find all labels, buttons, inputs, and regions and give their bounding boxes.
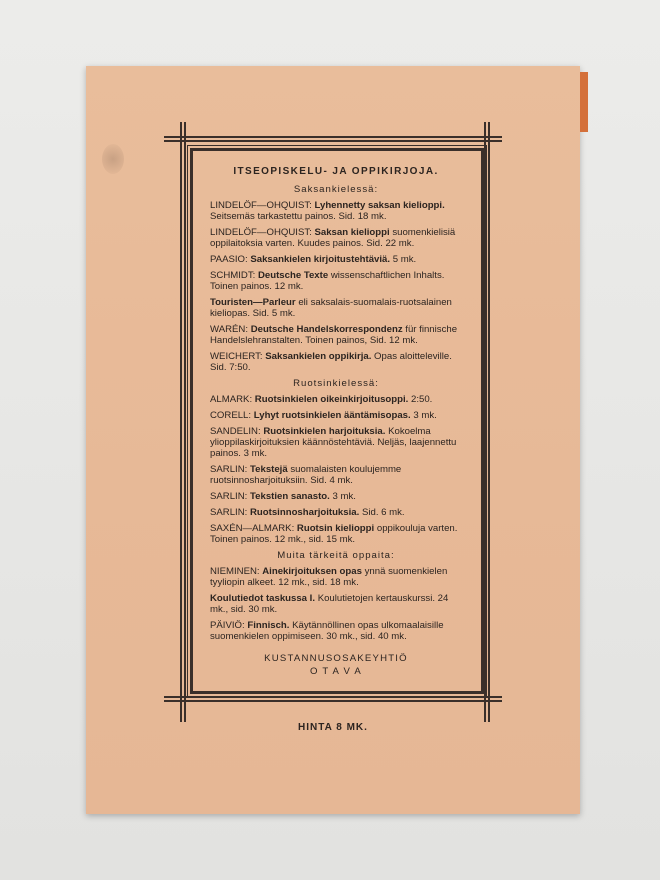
entry-rest: Sid. 6 mk. [359, 507, 405, 518]
entry-author: CORELL: [210, 410, 254, 421]
frame-right-line-2 [488, 122, 490, 722]
book-entry [210, 620, 462, 642]
entry-author: PÄIVIÖ: [210, 620, 248, 631]
price-label: HINTA 8 MK. [298, 722, 368, 733]
section-heading: Ruotsinkielessä: [293, 378, 379, 389]
frame-left-line-2 [184, 122, 186, 722]
book-entry [210, 426, 462, 459]
book-entry [210, 227, 462, 249]
cover-spine-edge [580, 72, 588, 132]
book-entry [210, 200, 462, 222]
entry-rest: 3 mk. [410, 410, 437, 421]
paper-stain [102, 144, 124, 174]
entry-author: SAXÉN—ALMARK: [210, 523, 297, 534]
entry-author: SARLIN: [210, 491, 250, 502]
entry-rest: Koulutietojen kertauskurssi. 24 mk., sid. 30 mk. [210, 593, 449, 615]
frame-right-line-1 [484, 122, 486, 722]
entry-author: WARÉN: [210, 324, 251, 335]
entry-rest: 5 mk. [390, 254, 417, 265]
entry-rest: Käytännöllinen opas ulkomaalaisille suomenkielen oppimiseen. 30 mk., sid. 40 mk. [210, 620, 444, 642]
entry-title: Finnisch. [247, 620, 290, 631]
entry-rest: Kokoelma ylioppilaskirjoituksien käännöstehtäviä. Neljäs, laajennettu painos. 3 mk. [210, 426, 457, 459]
book-entry [210, 507, 462, 518]
book-entry [210, 270, 462, 292]
book-entry [210, 324, 462, 346]
book-entry [210, 410, 462, 421]
entry-rest: oppikouluja varten. Toinen painos. 12 mk., sid. 15 mk. [210, 523, 458, 545]
entry-author: WEICHERT: [210, 351, 266, 362]
book-list [210, 166, 462, 678]
entry-rest: für finnische Handelslehranstalten. Toinen painos, Sid. 12 mk. [210, 324, 458, 346]
entry-title: Saksankielen kirjoitustehtäviä. [250, 254, 391, 265]
book-entry [210, 566, 462, 588]
entry-rest: Opas aloitteleville. Sid. 7:50. [210, 351, 452, 373]
entry-title: Deutsche Texte [257, 270, 329, 281]
entry-rest: suomalaisten koulujemme ruotsinnosharjoituksiin. Sid. 4 mk. [210, 464, 402, 486]
section-heading: Saksankielessä: [293, 184, 379, 195]
book-back-cover [86, 66, 580, 814]
entry-rest: eli saksalais-suomalais-ruotsalainen kieliopas. Sid. 5 mk. [210, 297, 452, 319]
entry-title: Ainekirjoituksen opas [262, 566, 362, 577]
entry-author: SANDELIN: [210, 426, 264, 437]
list-heading: ITSEOPISKELU- JA OPPIKIRJOJA. [233, 166, 439, 177]
entry-title: Lyhyt ruotsinkielen ääntämisopas. [253, 410, 411, 421]
entry-title: Touristen—Parleur [210, 297, 296, 308]
entry-author: PAASIO: [210, 254, 251, 265]
list-sections [210, 184, 462, 642]
entry-title: Ruotsin kielioppi [296, 523, 375, 534]
publisher-name: KUSTANNUSOSAKEYHTIÖ [264, 653, 408, 664]
entry-title: Tekstejä [250, 464, 288, 475]
entry-title: Ruotsinkielen harjoituksia. [263, 426, 386, 437]
entry-rest: Seitsemäs tarkastettu painos. Sid. 18 mk. [210, 211, 387, 222]
entry-rest: 3 mk. [329, 491, 356, 502]
entry-rest: suomenkielisiä oppilaitoksia varten. Kuudes painos. Sid. 22 mk. [210, 227, 456, 249]
entry-title: Ruotsinnosharjoituksia. [250, 507, 360, 518]
publisher-block [210, 652, 462, 678]
entry-author: SCHMIDT: [210, 270, 258, 281]
entry-title: Tekstien sanasto. [250, 491, 330, 502]
frame-bottom-line-2 [164, 700, 502, 702]
entry-rest: wissenschaftlichen Inhalts. Toinen painos. 12 mk. [210, 270, 445, 292]
frame-left-line-1 [180, 122, 182, 722]
book-entry [210, 394, 462, 405]
book-entry [210, 351, 462, 373]
section-heading: Muita tärkeitä oppaita: [277, 550, 395, 561]
book-entry [210, 254, 462, 265]
frame-top-line-2 [164, 140, 502, 142]
entry-title: Ruotsinkielen oikeinkirjoitusoppi. [254, 394, 409, 405]
entry-rest: 2:50. [408, 394, 433, 405]
frame-top-line-1 [164, 136, 502, 138]
book-entry [210, 297, 462, 319]
publisher-imprint: O T A V A [309, 666, 363, 677]
entry-title: Saksan kielioppi [314, 227, 390, 238]
entry-author: SARLIN: [210, 507, 250, 518]
entry-author: LINDELÖF—OHQUIST: [210, 227, 315, 238]
book-entry [210, 523, 462, 545]
entry-author: SARLIN: [210, 464, 250, 475]
entry-title: Lyhennetty saksan kielioppi. [314, 200, 445, 211]
book-entry [210, 593, 462, 615]
entry-author: ALMARK: [210, 394, 255, 405]
book-entry [210, 464, 462, 486]
entry-title: Saksankielen oppikirja. [265, 351, 372, 362]
entry-title: Koulutiedot taskussa I. [210, 593, 316, 604]
entry-author: NIEMINEN: [210, 566, 263, 577]
entry-title: Deutsche Handelskorrespondenz [250, 324, 403, 335]
entry-rest: ynnä suomenkielen tyyliopin alkeet. 12 mk., sid. 18 mk. [210, 566, 448, 588]
entry-author: LINDELÖF—OHQUIST: [210, 200, 315, 211]
book-entry [210, 491, 462, 502]
frame-bottom-line-1 [164, 696, 502, 698]
